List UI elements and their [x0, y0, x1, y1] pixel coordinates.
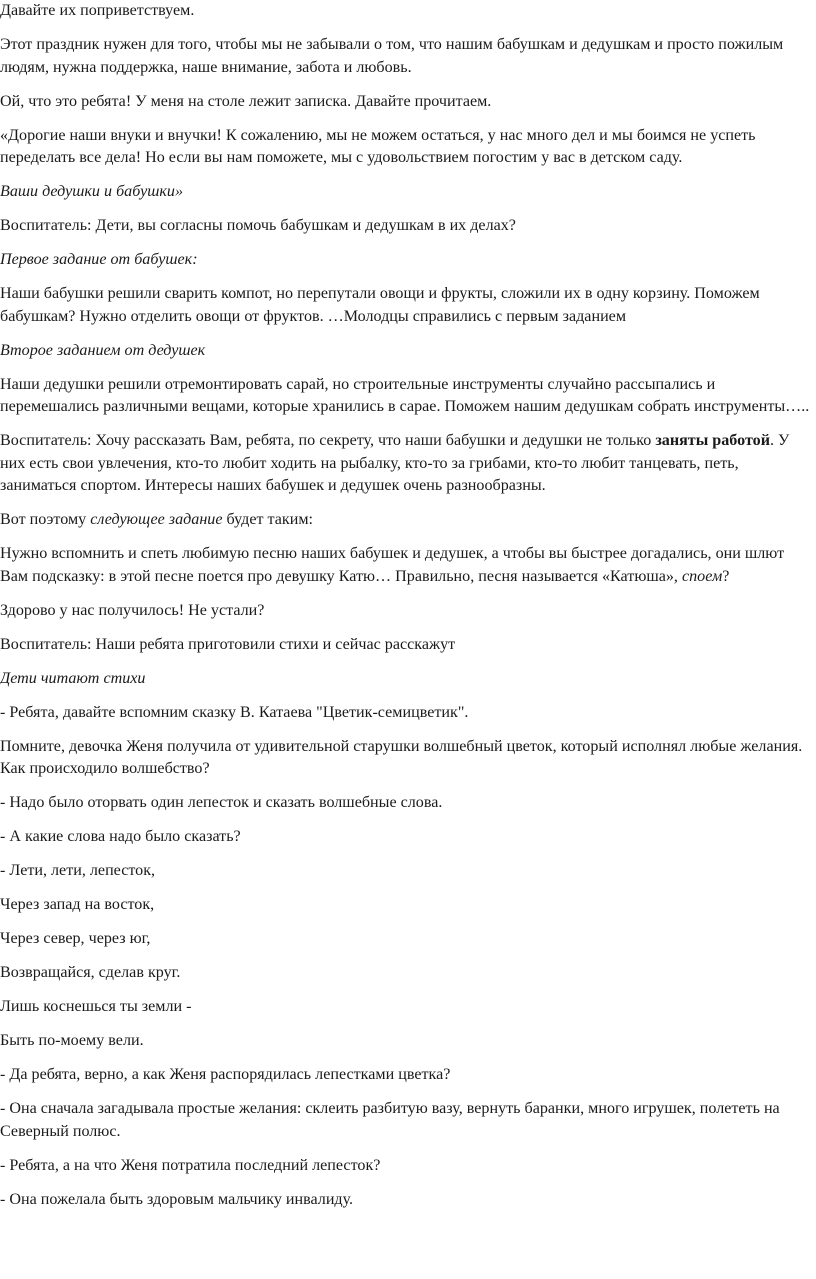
verse-line-3: Через север, через юг, — [0, 930, 151, 947]
paragraph-simple-wishes: - Она сначала загадывала простые желания: склеить разбитую вазу, вернуть баранки, много игрушек, полететь на Северный полюс. — [0, 1100, 780, 1140]
song-italic-text: споем — [681, 567, 723, 585]
paragraph-remember-zhenya: Помните, девочка Женя получила от удивительной старушки волшебный цветок, который исполнял любые желания. Как происходило волшебство? — [0, 737, 803, 777]
next-task-text-start: Вот поэтому — [0, 511, 91, 528]
heading-first-task: Первое задание от бабушек: — [0, 251, 198, 268]
hobbies-text-end: . У них есть свои увлечения, кто-то любит ходить на рыбалку, кто-то за грибами, кто-то любит танцевать, петь, заниматься спортом. Интересы наших бабушек и дедушек очень разнообразны. — [0, 432, 790, 494]
hobbies-bold-text: заняты работой — [655, 432, 770, 449]
heading-children-read-poems: Дети читают стихи — [0, 669, 146, 687]
paragraph-which-words: - А какие слова надо было сказать? — [0, 828, 241, 845]
paragraph-poems-intro: Воспитатель: Наши ребята приготовили стихи и сейчас расскажут — [0, 635, 456, 653]
paragraph-letter-body: «Дорогие наши внуки и внучки! К сожалению, мы не можем остаться, у нас много дел и мы боимся не успеть переделать все дела! Но если вы нам поможете, мы с удовольствием погостим у вас в детском саду. — [0, 126, 756, 166]
paragraph-note-found: Ой, что это ребята! У меня на столе лежит записка. Давайте прочитаем. — [0, 92, 492, 110]
paragraph-second-task: Наши дедушки решили отремонтировать сарай, но строительные инструменты случайно рассыпались и перемешались различными вещами, которые хранились в сарае. Поможем нашим дедушкам собрать инструменты….. — [0, 375, 810, 415]
paragraph-next-task-intro — [0, 509, 816, 532]
paragraph-tear-petal: - Надо было оторвать один лепесток и сказать волшебные слова. — [0, 794, 443, 811]
paragraph-letter-signature: Ваши дедушки и бабушки» — [0, 183, 184, 200]
verse-line-5: Лишь коснешься ты земли - — [0, 998, 192, 1015]
paragraph-teacher-question: Воспитатель: Дети, вы согласны помочь бабушкам и дедушкам в их делах? — [0, 217, 516, 234]
verse-line-6: Быть по-моему вели. — [0, 1032, 144, 1049]
paragraph-song-task — [0, 543, 816, 588]
paragraph-last-petal-question: - Ребята, а на что Женя потратила последний лепесток? — [0, 1156, 381, 1174]
next-task-italic-text: следующее задание — [90, 511, 223, 528]
verse-line-1: - Лети, лети, лепесток, — [0, 862, 156, 879]
heading-second-task: Второе заданием от дедушек — [0, 341, 206, 359]
paragraph-first-task: Наши бабушки решили сварить компот, но перепутали овощи и фрукты, сложили их в одну корзину. Поможем бабушкам? Нужно отделить овощи от фруктов. …Молодцы справились с первым заданием — [0, 285, 760, 325]
paragraph-last-wish: - Она пожелала быть здоровым мальчику инвалиду. — [0, 1190, 354, 1208]
paragraph-holiday-purpose: Этот праздник нужен для того, чтобы мы не забывали о том, что нашим бабушкам и дедушкам и просто пожилым людям, нужна поддержка, наше внимание, забота и любовь. — [0, 36, 784, 76]
hobbies-text-start: Воспитатель: Хочу рассказать Вам, ребята, по секрету, что наши бабушки и дедушки не только — [0, 432, 656, 449]
paragraph-not-tired: Здорово у нас получилось! Не устали? — [0, 601, 265, 619]
verse-line-2: Через запад на восток, — [0, 896, 155, 913]
next-task-text-end: будет таким: — [222, 511, 313, 528]
song-text-end: ? — [722, 567, 730, 585]
paragraph-greeting: Давайте их поприветствуем. — [0, 2, 195, 19]
song-text-start: Нужно вспомнить и спеть любимую песню наших бабушек и дедушек, а чтобы вы быстрее догадались, они шлют Вам подсказку: в этой песне поется про девушку Катю… Правильно, песня называется «Катюша», — [0, 545, 785, 585]
paragraph-hobbies — [0, 430, 816, 498]
paragraph-petals-question: - Да ребята, верно, а как Женя распорядилась лепестками цветка? — [0, 1066, 451, 1083]
verse-line-4: Возвращайся, сделав круг. — [0, 964, 181, 981]
paragraph-fairy-tale: - Ребята, давайте вспомним сказку В. Катаева "Цветик-семицветик". — [0, 703, 469, 721]
